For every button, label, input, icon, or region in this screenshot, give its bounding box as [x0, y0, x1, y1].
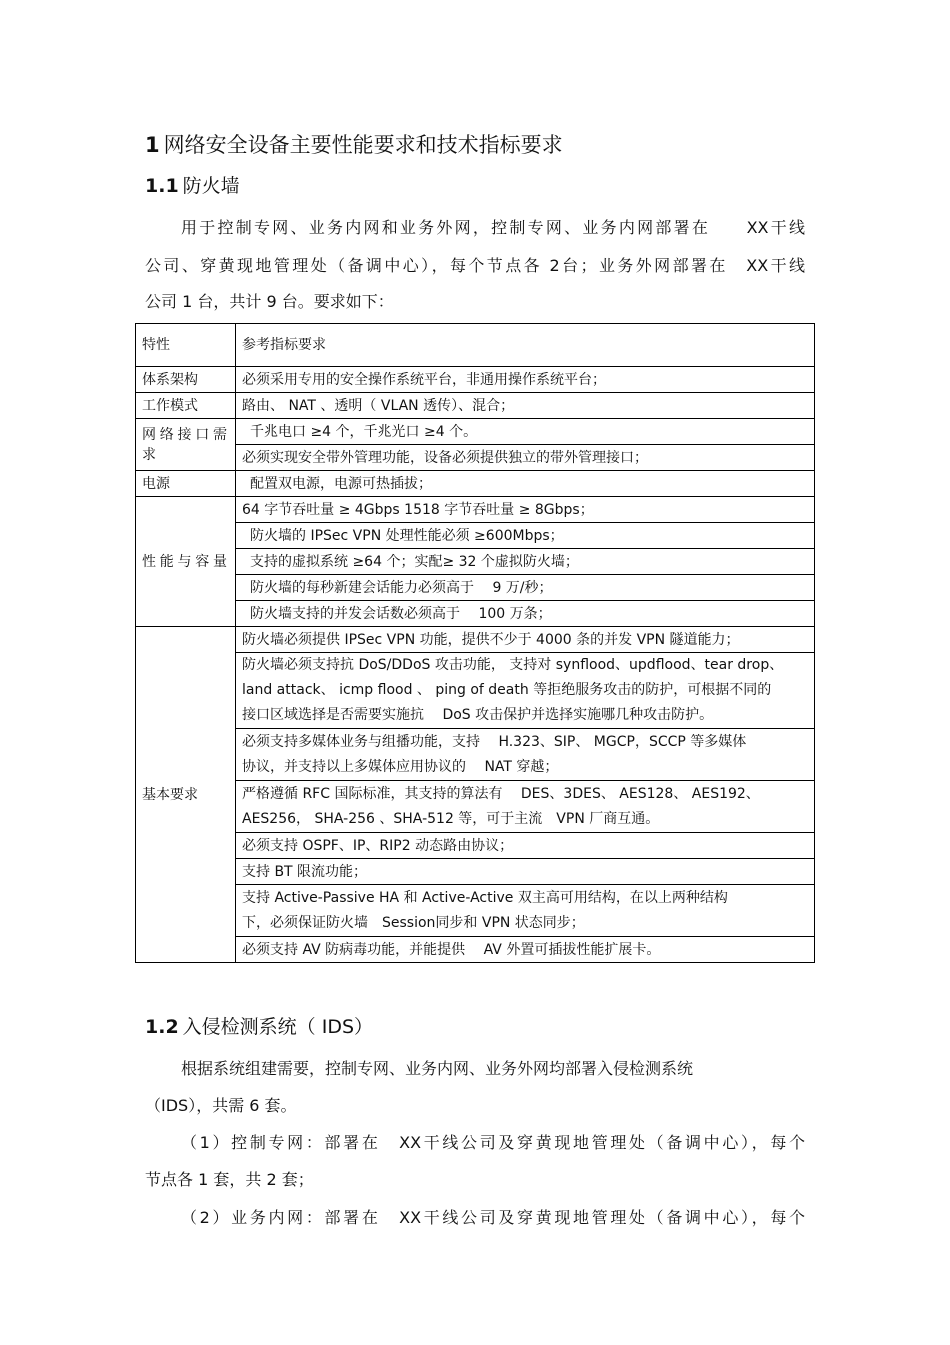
heading-1-2-text: 入侵检测系统（ IDS） [182, 1016, 374, 1038]
heading-1-text: 网络安全设备主要性能要求和技术指标要求 [163, 133, 563, 157]
row-value-power: 配置双电源，电源可热插拔； [236, 471, 815, 497]
row-value-basic-5: 必须支持 OSPF、IP、RIP2 动态路由协议； [236, 833, 815, 859]
basic-4-line-a: 严格遵循 RFC 国际标准，其支持的算法有 DES、3DES、 AES128、 AES192、 [242, 785, 760, 802]
heading-1-1-number: 1.1 [145, 175, 179, 197]
ids-line-4: 节点各 1 套，共 2 套； [145, 1170, 314, 1189]
basic-7-line-b: 下，必须保证防火墙 Session同步和 VPN 状态同步； [242, 914, 585, 931]
table-row [136, 653, 815, 729]
table-row [136, 781, 815, 833]
row-label-power: 电源 [136, 471, 236, 497]
intro-line-3: 公司 1 台，共计 9 台。要求如下： [145, 292, 394, 311]
row-value-perf-1: 64 字节吞吐量 ≥ 4Gbps 1518 字节吞吐量 ≥ 8Gbps； [236, 497, 815, 523]
row-label-arch: 体系架构 [136, 367, 236, 393]
row-label-mode: 工作模式 [136, 393, 236, 419]
table-row [136, 627, 815, 653]
table-row [136, 833, 815, 859]
header-label: 特性 [136, 324, 236, 367]
row-value-interface-1: 千兆电口 ≥4 个，千兆光口 ≥4 个。 [236, 419, 815, 445]
table-row-header [136, 324, 815, 367]
table-row [136, 729, 815, 781]
table-row [136, 523, 815, 549]
row-value-basic-8: 必须支持 AV 防病毒功能，并能提供 AV 外置可插拔性能扩展卡。 [236, 937, 815, 963]
ids-line-5: （2）业务内网：部署在 XX干线公司及穿黄现地管理处（备调中心），每个 [181, 1208, 805, 1227]
firewall-spec-table [135, 323, 815, 963]
row-value-basic-2 [236, 653, 815, 729]
ids-line-2: （IDS），共需 6 套。 [145, 1096, 297, 1115]
row-value-perf-3: 支持的虚拟系统 ≥64 个；实配≥ 32 个虚拟防火墙； [236, 549, 815, 575]
heading-1 [145, 130, 563, 160]
row-value-interface-2: 必须实现安全带外管理功能，设备必须提供独立的带外管理接口； [236, 445, 815, 471]
table-row [136, 549, 815, 575]
header-value: 参考指标要求 [236, 324, 815, 367]
ids-line-1: 根据系统组建需要，控制专网、业务内网、业务外网均部署入侵检测系统 [181, 1059, 694, 1078]
table-row [136, 471, 815, 497]
table-row [136, 419, 815, 445]
table-row [136, 393, 815, 419]
row-value-arch: 必须采用专用的安全操作系统平台，非通用操作系统平台； [236, 367, 815, 393]
row-value-perf-2: 防火墙的 IPSec VPN 处理性能必须 ≥600Mbps； [236, 523, 815, 549]
heading-1-2-number: 1.2 [145, 1016, 179, 1038]
row-value-basic-1: 防火墙必须提供 IPSec VPN 功能，提供不少于 4000 条的并发 VPN 隧道能力； [236, 627, 815, 653]
ids-line-3: （1）控制专网：部署在 XX干线公司及穿黄现地管理处（备调中心），每个 [181, 1133, 805, 1152]
basic-2-line-c: 接口区域选择是否需要实施抗 DoS 攻击保护并选择实施哪几种攻击防护。 [242, 707, 714, 723]
table-row [136, 445, 815, 471]
table-row [136, 497, 815, 523]
intro-line-1: 用于控制专网、业务内网和业务外网，控制专网、业务内网部署在 XX干线 [181, 218, 805, 237]
basic-2-line-a: 防火墙必须支持抗 DoS/DDoS 攻击功能， 支持对 synflood、updflood、tear drop、 [242, 657, 784, 673]
intro-line-2: 公司、穿黄现地管理处（备调中心），每个节点各 2台；业务外网部署在 XX干线 [145, 256, 805, 275]
basic-3-line-a: 必须支持多媒体业务与组播功能，支持 H.323、SIP、 MGCP，SCCP 等多媒体 [242, 733, 747, 750]
row-label-basic: 基本要求 [136, 627, 236, 963]
row-value-mode: 路由、 NAT 、透明（ VLAN 透传）、混合； [236, 393, 815, 419]
heading-1-number: 1 [145, 133, 160, 157]
table-row [136, 859, 815, 885]
heading-1-1-text: 防火墙 [182, 175, 240, 197]
row-value-basic-6: 支持 BT 限流功能； [236, 859, 815, 885]
table-row [136, 937, 815, 963]
basic-7-line-a: 支持 Active-Passive HA 和 Active-Active 双主高可用结构，在以上两种结构 [242, 889, 728, 906]
row-value-basic-7 [236, 885, 815, 937]
row-value-perf-4: 防火墙的每秒新建会话能力必须高于 9 万/秒； [236, 575, 815, 601]
row-value-basic-4 [236, 781, 815, 833]
table-row [136, 885, 815, 937]
row-value-basic-3 [236, 729, 815, 781]
row-value-perf-5: 防火墙支持的并发会话数必须高于 100 万条； [236, 601, 815, 627]
basic-4-line-b: AES256， SHA-256 、SHA-512 等，可于主流 VPN 厂商互通。 [242, 810, 660, 827]
row-label-interface: 网络接口需求 [136, 419, 236, 471]
row-label-performance: 性能与容量 [136, 497, 236, 627]
table-row [136, 575, 815, 601]
table-row [136, 367, 815, 393]
basic-2-line-b: land attack、 icmp flood 、 ping of death 等拒绝服务攻击的防护，可根据不同的 [242, 682, 772, 698]
heading-1-2 [145, 1013, 373, 1041]
basic-3-line-b: 协议，并支持以上多媒体应用协议的 NAT 穿越； [242, 758, 559, 775]
heading-1-1 [145, 172, 240, 200]
table-row [136, 601, 815, 627]
